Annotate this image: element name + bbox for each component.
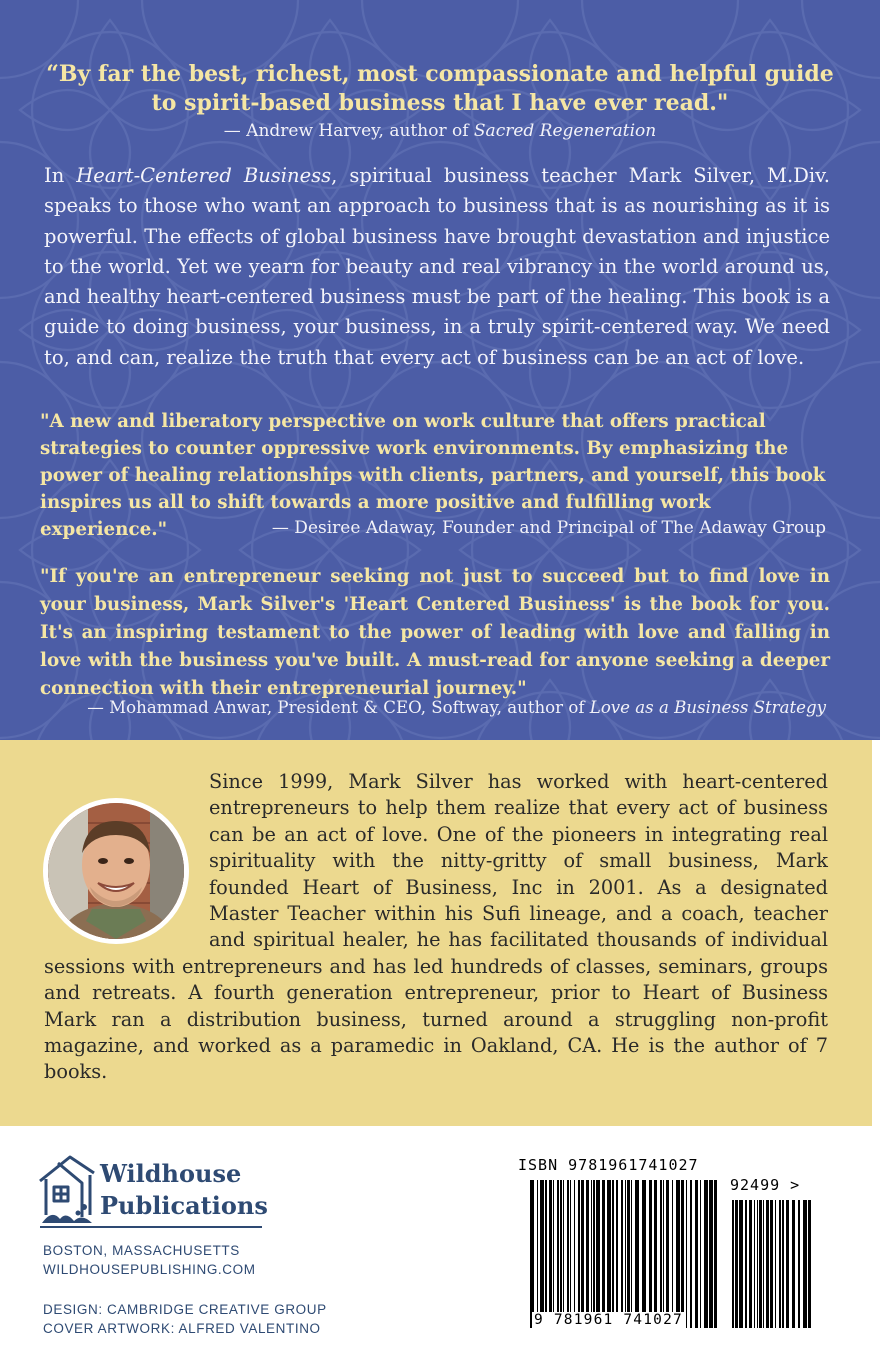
endorsement-quote-adaway: "A new and liberatory perspective on work culture that offers practical strategies to counter oppressive work environments. By emphasizing the power of healing relationships with clients, partners, and yourself, this book inspires us all to shift towards a more positive and fulfilling work experience." <box>40 411 826 540</box>
author-bio-text: Since 1999, Mark Silver has worked with heart-centered entrepreneurs to help them realize that every act of business can be an act of love. One of the pioneers in integrating real spirituality with the nitty-gritty of small business, Mark founded Heart of Business, Inc in 2001. As a designated Master Teacher within his Sufi lineage, and a coach, teacher and spiritual healer, he has facilitated thousands of individual sessions with entrepreneurs and has led hundreds of classes, seminars, groups and retreats. A fourth generation entrepreneur, prior to Heart of Business Mark ran a distribution business, turned around a struggling non-profit magazine, and worked as a paramedic in Oakland, CA. He is the author of 7 books. <box>44 770 828 1084</box>
publisher-location: BOSTON, MASSACHUSETTS <box>43 1243 240 1258</box>
barcode-bar <box>654 1180 657 1328</box>
barcode-bar <box>676 1180 680 1328</box>
barcode-bar <box>586 1180 589 1328</box>
barcode-bar <box>553 1180 554 1328</box>
barcode-bar <box>666 1180 669 1328</box>
barcode-bar <box>578 1180 580 1328</box>
barcode-bar <box>563 1180 564 1328</box>
barcode-bar <box>775 1200 776 1328</box>
attribution-text: — Andrew Harvey, author of <box>223 121 474 141</box>
barcode-bar <box>672 1180 673 1328</box>
isbn-barcode <box>530 1180 720 1328</box>
publisher-name-line2: Publications <box>100 1191 268 1220</box>
barcode-bar <box>649 1180 652 1328</box>
barcode-bar <box>739 1200 743 1328</box>
barcode-bar <box>709 1180 713 1328</box>
headline-quote: “By far the best, richest, most compassionate and helpful guide to spirit-based business that I have ever read." <box>46 61 834 116</box>
publisher-website: WILDHOUSEPUBLISHING.COM <box>43 1262 256 1277</box>
artwork-credit: COVER ARTWORK: ALFRED VALENTINO <box>43 1321 321 1336</box>
publisher-name <box>100 1158 268 1222</box>
barcode-bar <box>530 1180 534 1328</box>
barcode-bar <box>803 1200 807 1328</box>
barcode-bar <box>625 1180 626 1328</box>
barcode-bar <box>779 1200 781 1328</box>
barcode-bar <box>631 1180 632 1328</box>
barcode-bar <box>749 1200 752 1328</box>
barcode-bar <box>660 1180 662 1328</box>
barcode-bar <box>591 1180 592 1328</box>
barcode-bar <box>714 1180 717 1328</box>
barcode-bar <box>574 1180 575 1328</box>
barcode-bar <box>766 1200 769 1328</box>
barcode-bar <box>808 1200 811 1328</box>
barcode-bar <box>745 1200 747 1328</box>
barcode-bar <box>635 1180 639 1328</box>
endorsement-quote-anwar: "If you're an entrepreneur seeking not just to succeed but to find love in your business, Mark Silver's 'Heart Centered Business' is the book for you. It's an inspiring testament to the power of leading with love and falling in love with the business you've built. A must-read for anyone seeking a deeper connection with their entrepreneurial journey." <box>40 566 830 699</box>
barcode-bar <box>616 1180 618 1328</box>
barcode-bar <box>602 1180 605 1328</box>
publisher-name-line1: Wildhouse <box>100 1159 242 1188</box>
isbn-digits: 9 781961 741027 <box>534 1312 683 1328</box>
barcode-bar <box>560 1180 562 1328</box>
barcode-bar <box>570 1180 571 1328</box>
design-credit: DESIGN: CAMBRIDGE CREATIVE GROUP <box>43 1302 327 1317</box>
author-bio <box>44 769 828 1086</box>
barcode-bar <box>782 1200 784 1328</box>
endorsement-attribution-anwar <box>40 697 826 719</box>
barcode-bar <box>621 1180 623 1328</box>
barcode-bar <box>642 1180 646 1328</box>
barcode-bar <box>763 1200 764 1328</box>
barcode-bar <box>607 1180 611 1328</box>
barcode-bar <box>593 1180 595 1328</box>
barcode-bar <box>798 1200 800 1328</box>
endorsement-attribution-adaway: — Desiree Adaway, Founder and Principal of The Adaway Group <box>271 518 826 538</box>
barcode-bar <box>681 1180 684 1328</box>
description-book-title: Heart-Centered Business <box>76 164 332 187</box>
isbn-label: ISBN 9781961741027 <box>518 1156 699 1174</box>
description-body: , spiritual business teacher Mark Silver, M.Div. speaks to those who want an approach to business that is as nourishing as it is powerful. The effects of global business have brought devastation and injustice to the world. Yet we yearn for beauty and real vibrancy in the world around us, and healthy heart-centered business must be part of the healing. This book is a guide to doing business, your business, in a truly spirit-centered way. We need to, and can, realize the truth that every act of business can be an act of love. <box>44 164 830 369</box>
barcode-bar <box>735 1200 738 1328</box>
barcode-bar <box>786 1200 789 1328</box>
barcode-bar <box>732 1200 734 1328</box>
attribution-book-title: Sacred Regeneration <box>473 121 657 141</box>
price-code: 92499 > <box>730 1176 801 1194</box>
barcode-bar <box>549 1180 552 1328</box>
barcode-bar <box>557 1180 559 1328</box>
barcode-bar <box>596 1180 600 1328</box>
attribution-book-title: Love as a Business Strategy <box>589 698 826 717</box>
barcode-bar <box>792 1200 795 1328</box>
barcode-bar <box>545 1180 547 1328</box>
barcode-bar <box>567 1180 569 1328</box>
barcode-bar <box>770 1200 773 1328</box>
barcode-bar <box>612 1180 614 1328</box>
barcode-bar <box>627 1180 630 1328</box>
barcode-bar <box>759 1200 762 1328</box>
barcode-bar <box>754 1200 755 1328</box>
logo-underline <box>40 1226 262 1228</box>
book-description <box>44 161 830 373</box>
headline-quote-attribution <box>40 120 840 142</box>
attribution-text: — Mohammad Anwar, President & CEO, Softway, author of <box>87 698 590 717</box>
barcode-bar <box>537 1180 538 1328</box>
barcode-bar <box>704 1180 708 1328</box>
barcode-bar <box>663 1180 664 1328</box>
description-lead: In <box>44 164 77 187</box>
barcode-bar <box>581 1180 584 1328</box>
barcode-bar <box>695 1180 698 1328</box>
barcode-bar <box>757 1200 758 1328</box>
barcode-bar <box>690 1180 692 1328</box>
barcode-bar <box>540 1180 544 1328</box>
barcode-bar <box>686 1180 687 1328</box>
barcode-bar <box>700 1180 701 1328</box>
price-barcode <box>732 1200 812 1328</box>
